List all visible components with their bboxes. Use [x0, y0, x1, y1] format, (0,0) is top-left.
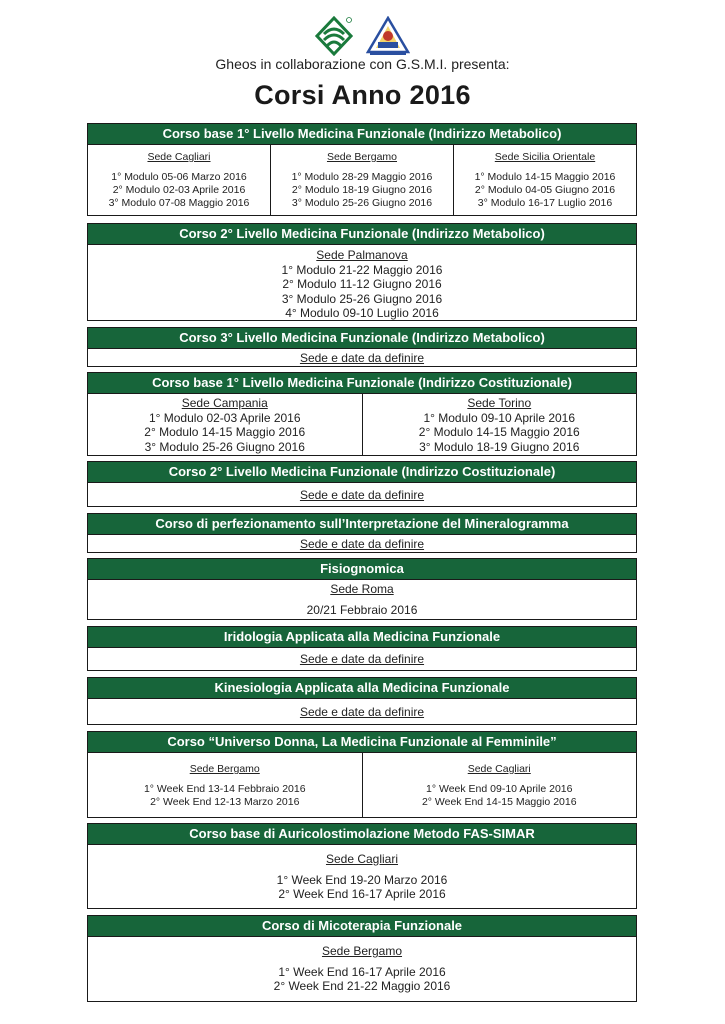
gsmi-logo: [366, 16, 410, 56]
venue-name: Sede Cagliari: [147, 151, 211, 163]
gheos-logo: [315, 16, 353, 56]
date-line: 2° Modulo 04-05 Giugno 2016: [474, 184, 616, 196]
date-line: 2° Modulo 02-03 Aprile 2016: [112, 184, 246, 196]
course-title: Corso base 1° Livello Medicina Funzionale (Indirizzo Costituzionale): [88, 373, 636, 394]
course-title: Kinesiologia Applicata alla Medicina Funzionale: [88, 678, 636, 699]
venue-name: Sede Torino: [467, 396, 532, 410]
course-title: Corso 2° Livello Medicina Funzionale (Indirizzo Costituzionale): [88, 462, 636, 483]
venue-column: [88, 145, 270, 216]
date-line: 1° Week End 16-17 Aprile 2016: [278, 964, 446, 979]
date-line: 1° Week End 09-10 Aprile 2016: [426, 783, 573, 795]
course-title: Iridologia Applicata alla Medicina Funzionale: [88, 627, 636, 648]
date-line: 1° Modulo 09-10 Aprile 2016: [423, 410, 576, 425]
course-micoterapia: [87, 915, 637, 1002]
venue-name: Sede Cagliari: [467, 763, 531, 775]
course-mineralogram: [87, 513, 637, 553]
course-kinesiologia: [87, 677, 637, 725]
venue-column: [453, 145, 636, 216]
date-line: 3° Modulo 25-26 Giugno 2016: [281, 291, 443, 306]
venue-name: Sede Palmanova: [316, 248, 408, 262]
course-title: Fisiognomica: [88, 559, 636, 580]
date-line: 1° Modulo 05-06 Marzo 2016: [111, 171, 247, 183]
course-title: Corso base di Auricolostimolazione Metodo FAS-SIMAR: [88, 824, 636, 845]
course-auricolostimolazione: [87, 823, 637, 909]
course-fisiognomica: [87, 558, 637, 620]
course-title: Corso 3° Livello Medicina Funzionale (Indirizzo Metabolico): [88, 328, 636, 349]
date-line: 1° Modulo 28-29 Maggio 2016: [291, 171, 433, 183]
course-title: Corso di perfezionamento sull’Interpretazione del Mineralogramma: [88, 514, 636, 535]
date-line: 20/21 Febbraio 2016: [306, 602, 418, 617]
course-title: Corso 2° Livello Medicina Funzionale (Indirizzo Metabolico): [88, 224, 636, 245]
venue-column: [362, 753, 637, 818]
date-line: 2° Week End 14-15 Maggio 2016: [421, 796, 577, 808]
date-line: 1° Modulo 02-03 Aprile 2016: [148, 410, 301, 425]
venue-name: Sede Sicilia Orientale: [494, 151, 596, 163]
course-title: Corso di Micoterapia Funzionale: [88, 916, 636, 937]
course-metabolic-level-3: [87, 327, 637, 367]
venue-tbd: Sede e date da definire: [299, 705, 425, 719]
venue-name: Sede Bergamo: [321, 944, 403, 958]
date-line: 3° Modulo 25-26 Giugno 2016: [144, 439, 305, 454]
logos: [0, 16, 725, 56]
date-line: 4° Modulo 09-10 Luglio 2016: [285, 306, 439, 320]
date-line: 1° Week End 13-14 Febbraio 2016: [143, 783, 306, 795]
date-line: 1° Modulo 21-22 Maggio 2016: [281, 262, 443, 277]
date-line: 3° Modulo 07-08 Maggio 2016: [108, 197, 250, 209]
date-line: 2° Week End 21-22 Maggio 2016: [273, 979, 451, 993]
date-line: 1° Week End 19-20 Marzo 2016: [276, 872, 448, 887]
venue-name: Sede Cagliari: [325, 852, 399, 866]
page-title: Corsi Anno 2016: [254, 80, 471, 110]
course-title: Corso base 1° Livello Medicina Funzionale (Indirizzo Metabolico): [88, 124, 636, 145]
date-line: 3° Modulo 18-19 Giugno 2016: [419, 439, 580, 454]
venue-name: Sede Bergamo: [326, 151, 398, 163]
course-metabolic-level-2: [87, 223, 637, 321]
date-line: 1° Modulo 14-15 Maggio 2016: [474, 171, 616, 183]
venue-tbd: Sede e date da definire: [299, 652, 425, 666]
date-line: 2° Modulo 18-19 Giugno 2016: [291, 184, 433, 196]
venue-tbd: Sede e date da definire: [299, 537, 425, 551]
venue-column: [270, 145, 453, 216]
venue-name: Sede Bergamo: [189, 763, 260, 775]
date-line: 3° Modulo 25-26 Giugno 2016: [291, 197, 433, 209]
venue-tbd: Sede e date da definire: [299, 351, 425, 365]
venue-name: Sede Roma: [330, 582, 394, 596]
date-line: 2° Week End 12-13 Marzo 2016: [150, 796, 300, 808]
course-universo-donna: [87, 731, 637, 818]
date-line: 2° Modulo 14-15 Maggio 2016: [144, 425, 306, 439]
course-title: Corso “Universo Donna, La Medicina Funzionale al Femminile”: [88, 732, 636, 753]
date-line: 2° Week End 16-17 Aprile 2016: [278, 887, 446, 901]
course-iridologia: [87, 626, 637, 671]
course-constitutional-level-2: [87, 461, 637, 507]
intro-text: Gheos in collaborazione con G.S.M.I. presenta:: [215, 56, 510, 72]
course-metabolic-level-1: [87, 123, 637, 216]
venue-tbd: Sede e date da definire: [299, 488, 425, 502]
date-line: 3° Modulo 16-17 Luglio 2016: [477, 197, 613, 209]
venue-column: [88, 394, 362, 456]
date-line: 2° Modulo 14-15 Maggio 2016: [418, 425, 580, 439]
date-line: 2° Modulo 11-12 Giugno 2016: [282, 277, 442, 291]
course-constitutional-level-1: [87, 372, 637, 456]
venue-column: [88, 753, 362, 818]
venue-column: [362, 394, 637, 456]
venue-name: Sede Campania: [181, 396, 268, 410]
